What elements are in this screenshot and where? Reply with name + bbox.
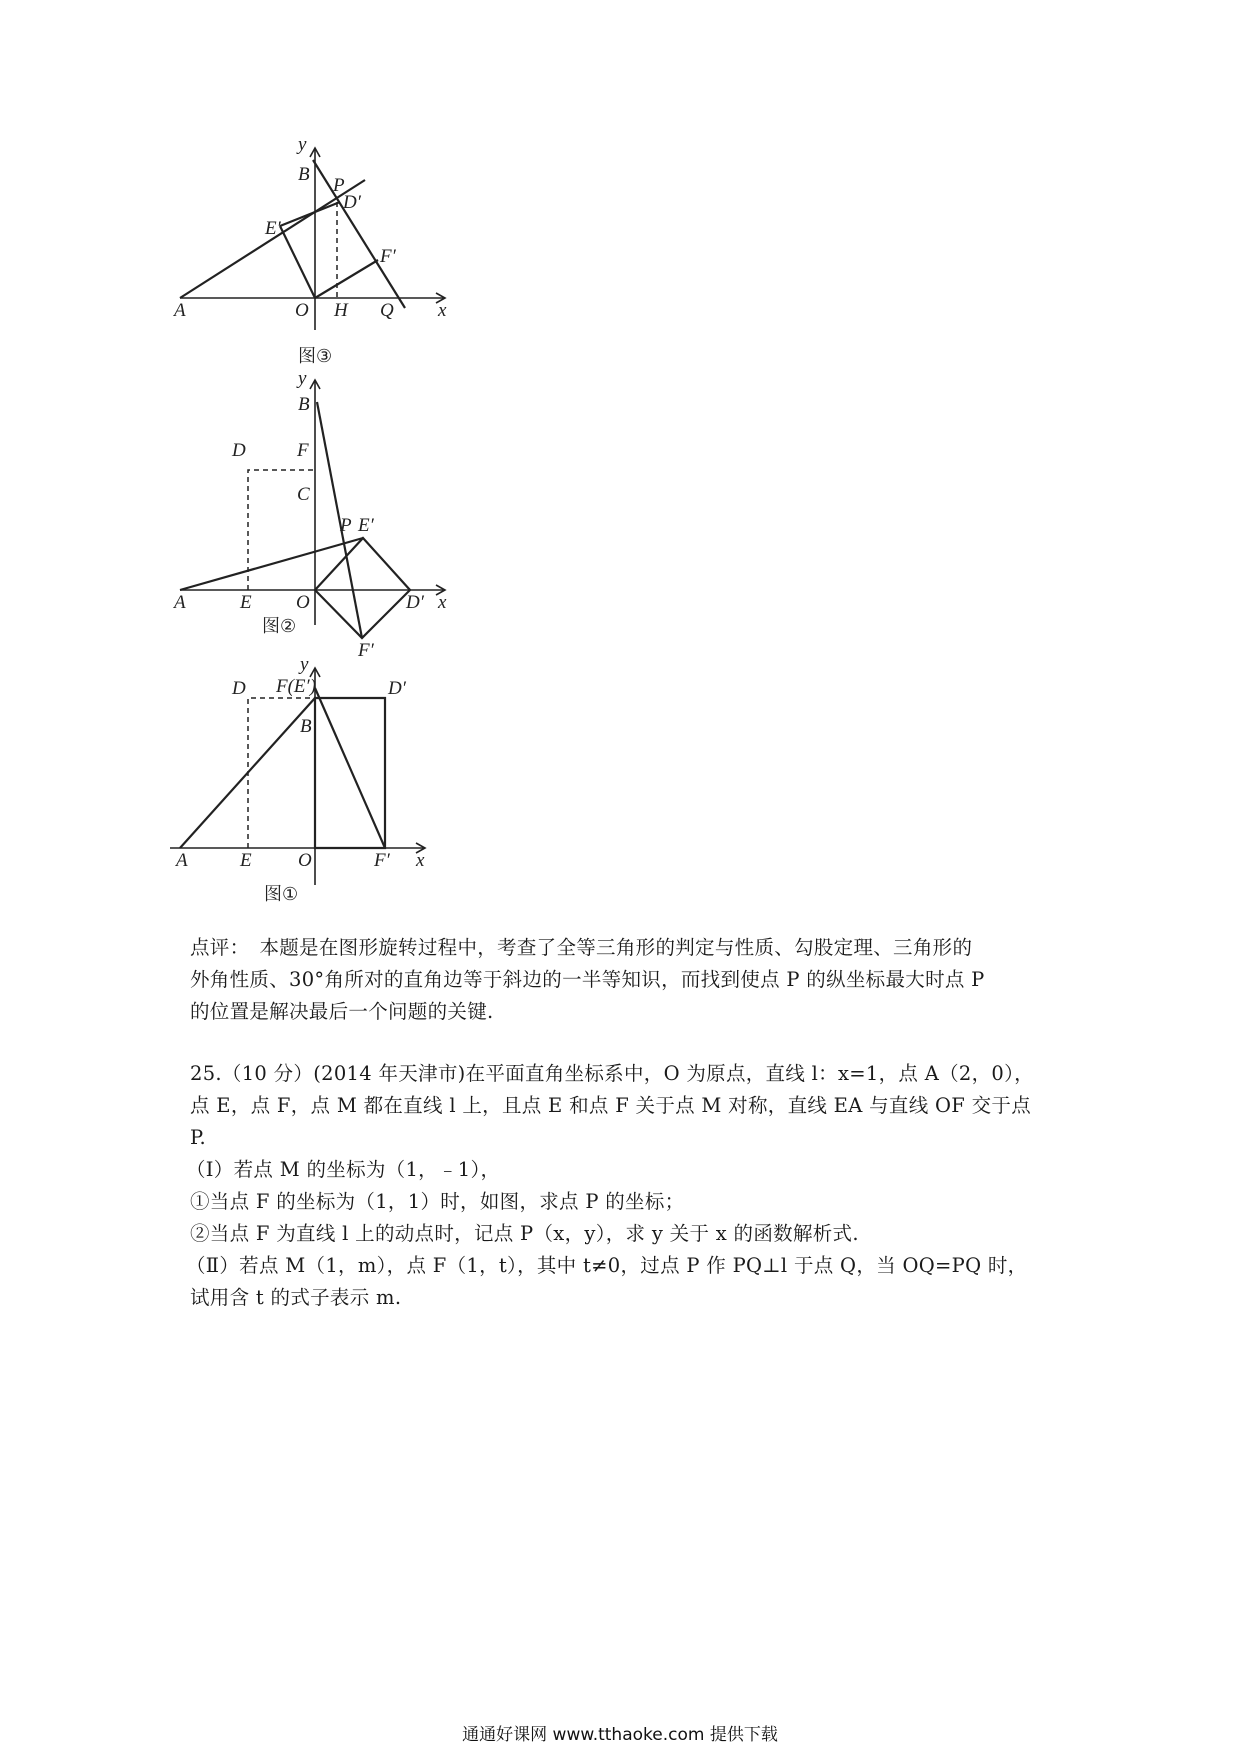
problem-25: [186, 1058, 1070, 1314]
label-E: E: [240, 592, 252, 613]
label-E: E: [240, 850, 252, 871]
line-A-E-prime: [180, 538, 363, 590]
label-D-prime: D′: [388, 678, 406, 699]
label-D-prime: D′: [406, 592, 424, 613]
square-O-E-D-F: [315, 538, 410, 638]
problem-line: ②当点 F 为直线 l 上的动点时，记点 P（x，y），求 y 关于 x 的函数解析式.: [190, 1222, 859, 1245]
label-E-prime: E′: [265, 218, 281, 239]
label-y: y: [300, 654, 309, 675]
figure-2: [174, 368, 520, 670]
label-P: P: [333, 175, 345, 196]
problem-line: 点 E，点 F，点 M 都在直线 l 上，且点 E 和点 F 关于点 M 对称，直线 EA 与直线 OF 交于点: [190, 1094, 1032, 1117]
review-line: 点评： 本题是在图形旋转过程中，考查了全等三角形的判定与性质、勾股定理、三角形的: [190, 936, 973, 959]
label-D-prime: D′: [343, 192, 361, 213]
figure-3-diagram: [174, 134, 520, 410]
label-F-prime: F′: [374, 850, 390, 871]
label-O: O: [295, 300, 309, 321]
review-line: 的位置是解决最后一个问题的关键.: [190, 1000, 494, 1023]
label-O: O: [298, 850, 312, 871]
label-D: D: [232, 678, 246, 699]
label-y: y: [298, 368, 307, 389]
label-B: B: [298, 394, 310, 415]
segment-O-F: [315, 260, 378, 298]
page-footer: 通通好课网 www.tthaoke.com 提供下载: [462, 1725, 778, 1745]
label-C: C: [297, 484, 310, 505]
label-F-E-prime: F(E′): [276, 676, 317, 697]
label-F-prime: F′: [380, 246, 396, 267]
figure-2-diagram: [174, 368, 520, 670]
label-x: x: [416, 850, 425, 871]
figure-3: [174, 134, 520, 410]
figure-2-caption: 图②: [262, 616, 297, 637]
label-x: x: [438, 300, 447, 321]
problem-line: 试用含 t 的式子表示 m.: [190, 1286, 402, 1309]
figure-1-diagram: [176, 654, 520, 930]
problem-line: （Ⅱ）若点 M（1，m），点 F（1，t），其中 t≠0，过点 P 作 PQ⊥l 于点 Q，当 OQ=PQ 时，: [186, 1254, 1028, 1277]
line-B-Q: [313, 160, 405, 308]
problem-line: 25.（10 分）(2014 年天津市)在平面直角坐标系中，O 为原点，直线 l：x=1，点 A（2，0），: [190, 1062, 1034, 1085]
label-O: O: [296, 592, 310, 613]
figure-3-caption: 图③: [298, 346, 333, 367]
figure-1-caption: 图①: [264, 884, 299, 905]
problem-line: P.: [190, 1126, 206, 1149]
label-H: H: [334, 300, 348, 321]
label-y: y: [298, 134, 307, 155]
label-A: A: [176, 850, 188, 871]
label-Q: Q: [380, 300, 394, 321]
segment-E-O: [280, 226, 315, 298]
label-A: A: [174, 592, 186, 613]
label-A: A: [174, 300, 186, 321]
line-B-F-prime: [315, 688, 385, 848]
label-B: B: [300, 716, 312, 737]
label-E-prime: E′: [358, 515, 374, 536]
label-F-prime: F′: [358, 640, 374, 661]
review-paragraph: [190, 932, 1070, 1028]
segment-E-D: [280, 202, 340, 226]
figure-1: [176, 654, 520, 930]
review-line: 外角性质、30°角所对的直角边等于斜边的一半等知识，而找到使点 P 的纵坐标最大时点 P: [190, 968, 985, 991]
label-B: B: [298, 164, 310, 185]
problem-line: ①当点 F 的坐标为（1，1）时，如图，求点 P 的坐标；: [190, 1190, 685, 1213]
label-F: F: [297, 440, 309, 461]
label-x: x: [438, 592, 447, 613]
problem-line: （Ⅰ）若点 M 的坐标为（1，﹣1），: [186, 1158, 501, 1181]
label-D: D: [232, 440, 246, 461]
label-P: P: [340, 515, 352, 536]
